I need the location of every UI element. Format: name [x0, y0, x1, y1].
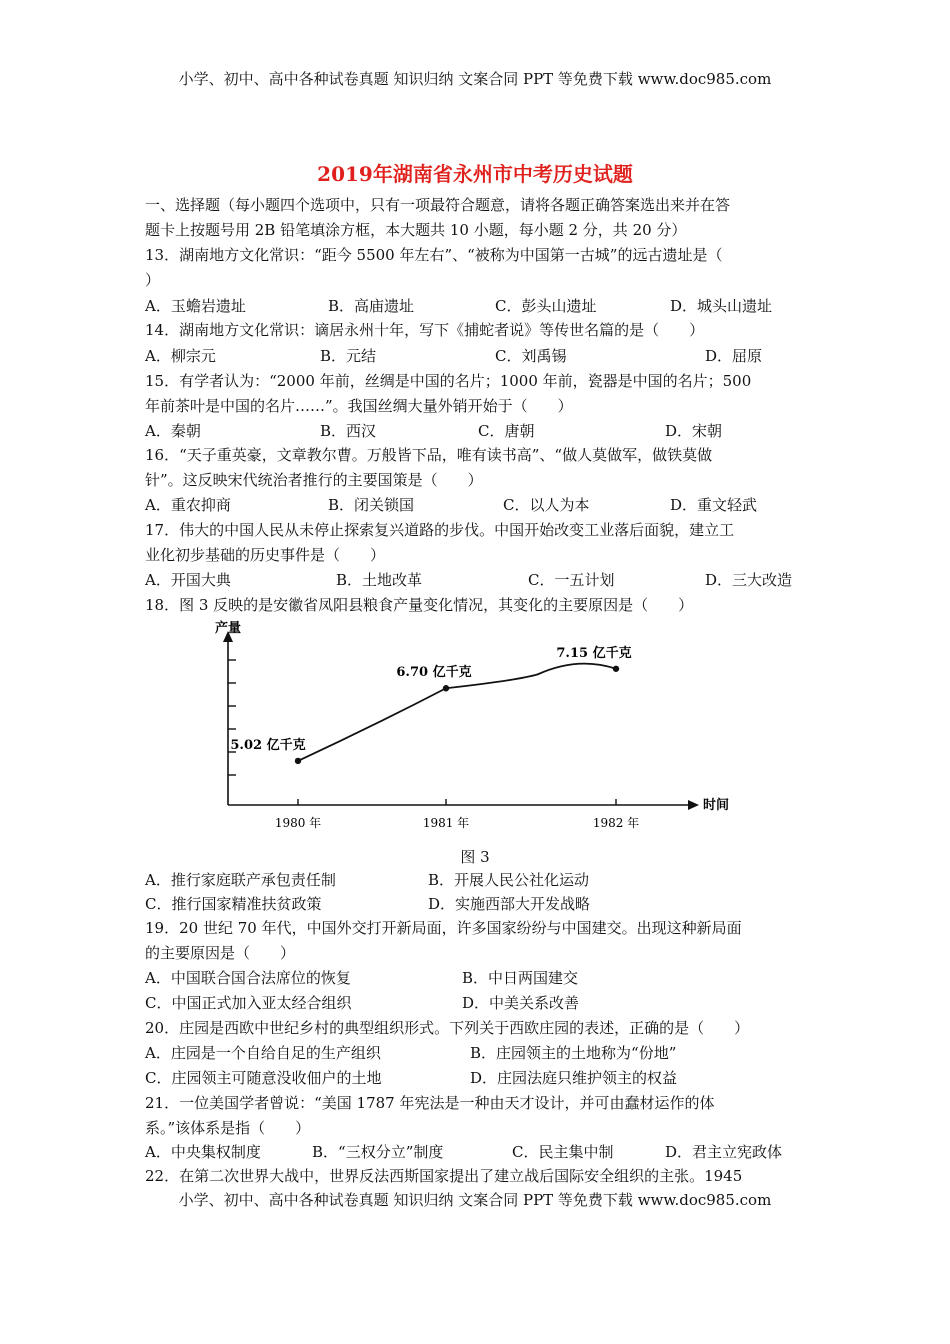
q13-stem-2: ）	[145, 271, 161, 289]
data-label: 7.15 亿千克	[556, 645, 632, 661]
q18-option-c: C．推行国家精准扶贫政策	[145, 895, 322, 913]
q15-option-d: D．宋朝	[665, 422, 723, 440]
q20-option-d: D．庄园法庭只维护领主的权益	[470, 1069, 678, 1087]
q19-option-a: A．中国联合国合法席位的恢复	[145, 969, 351, 987]
data-label: 5.02 亿千克	[230, 737, 306, 753]
q20-option-a: A．庄园是一个自给自足的生产组织	[145, 1044, 381, 1062]
q13-option-b: B．高庙遗址	[328, 297, 415, 315]
q17-stem-1: 17．伟大的中国人民从未停止探索复兴道路的步伐。中国开始改变工业落后面貌，建立工	[145, 521, 735, 539]
q14-option-c: C．刘禹锡	[495, 347, 567, 365]
q21-option-b: B．“三权分立”制度	[312, 1143, 444, 1161]
q16-option-b: B．闭关锁国	[328, 496, 415, 514]
exam-title: 2019年湖南省永州市中考历史试题	[317, 162, 633, 186]
data-point	[613, 666, 619, 672]
q15-stem-1: 15．有学者认为：“2000 年前，丝绸是中国的名片；1000 年前，瓷器是中国的名片；500	[145, 372, 752, 390]
x-axis-arrow	[688, 800, 699, 810]
q22-stem-1: 22．在第二次世界大战中，世界反法西斯国家提出了建立战后国际安全组织的主张。1945	[145, 1167, 743, 1185]
q19-option-b: B．中日两国建交	[462, 969, 579, 987]
q13-stem-1: 13．湖南地方文化常识：“距今 5500 年左右”、“被称为中国第一古城”的远古遗址是（	[145, 246, 723, 264]
q15-option-a: A．秦朝	[145, 422, 201, 440]
q14-option-b: B．元结	[320, 347, 377, 365]
q19-stem-1: 19．20 世纪 70 年代，中国外交打开新局面，许多国家纷纷与中国建交。出现这种新局面	[145, 919, 742, 937]
q16-stem-2: 针”。这反映宋代统治者推行的主要国策是（ ）	[145, 471, 483, 489]
x-tick-label: 1980 年	[274, 816, 322, 830]
data-point	[295, 758, 301, 764]
q17-option-b: B．土地改革	[336, 571, 423, 589]
q21-option-a: A．中央集权制度	[145, 1143, 261, 1161]
q19-option-d: D．中美关系改善	[462, 994, 580, 1012]
q14-option-d: D．屈原	[705, 347, 763, 365]
q17-stem-2: 业化初步基础的历史事件是（ ）	[145, 546, 386, 564]
section-intro-line-1: 一、选择题（每小题四个选项中，只有一项最符合题意，请将各题正确答案选出来并在答	[145, 196, 731, 214]
q13-option-a: A．玉蟾岩遗址	[145, 297, 246, 315]
q20-option-b: B．庄园领主的土地称为“份地”	[470, 1044, 677, 1062]
q16-stem-1: 16．“天子重英豪，文章教尔曹。万般皆下品，唯有读书高”、“做人莫做军，做铁莫做	[145, 446, 713, 464]
q19-stem-2: 的主要原因是（ ）	[145, 944, 296, 962]
q17-option-a: A．开国大典	[145, 571, 231, 589]
figure-caption: 图 3	[460, 848, 490, 866]
q14-stem-1: 14．湖南地方文化常识：谪居永州十年，写下《捕蛇者说》等传世名篇的是（ ）	[145, 321, 705, 339]
q13-option-c: C．彭头山遗址	[495, 297, 597, 315]
y-axis-label: 产量	[215, 621, 242, 636]
data-point	[443, 685, 449, 691]
q13-option-d: D．城头山遗址	[670, 297, 773, 315]
q16-option-c: C．以人为本	[503, 496, 590, 514]
q18-option-a: A．推行家庭联产承包责任制	[145, 871, 336, 889]
q16-option-a: A．重农抑商	[145, 496, 231, 514]
q18-option-d: D．实施西部大开发战略	[428, 895, 591, 913]
q15-stem-2: 年前茶叶是中国的名片……”。我国丝绸大量外销开始于（ ）	[145, 397, 573, 415]
q18-stem-1: 18．图 3 反映的是安徽省凤阳县粮食产量变化情况，其变化的主要原因是（ ）	[145, 596, 694, 614]
q14-option-a: A．柳宗元	[145, 347, 216, 365]
q20-stem-1: 20．庄园是西欧中世纪乡村的典型组织形式。下列关于西欧庄园的表述，正确的是（ ）	[145, 1019, 750, 1037]
q18-option-b: B．开展人民公社化运动	[428, 871, 590, 889]
q21-stem-2: 系。”该体系是指（ ）	[145, 1119, 311, 1137]
q21-option-d: D．君主立宪政体	[665, 1143, 783, 1161]
x-tick-label: 1982 年	[592, 816, 640, 830]
q15-option-c: C．唐朝	[478, 422, 535, 440]
x-axis-label: 时间	[703, 798, 730, 813]
page-footer: 小学、初中、高中各种试卷真题 知识归纳 文案合同 PPT 等免费下载 www.doc985.com	[178, 1191, 772, 1209]
q21-option-c: C．民主集中制	[512, 1143, 614, 1161]
data-label: 6.70 亿千克	[396, 665, 472, 681]
section-intro-line-2: 题卡上按题号用 2B 铅笔填涂方框，本大题共 10 小题，每小题 2 分，共 20 分）	[145, 221, 687, 239]
q20-option-c: C．庄园领主可随意没收佃户的土地	[145, 1069, 382, 1087]
q15-option-b: B．西汉	[320, 422, 377, 440]
q21-stem-1: 21．一位美国学者曾说：“美国 1787 年宪法是一种由天才设计，并可由蠢材运作的体	[145, 1094, 715, 1112]
q19-option-c: C．中国正式加入亚太经合组织	[145, 994, 352, 1012]
x-tick-label: 1981 年	[422, 816, 470, 830]
grain-output-chart	[0, 615, 950, 845]
q17-option-c: C．一五计划	[528, 571, 615, 589]
q16-option-d: D．重文轻武	[670, 496, 758, 514]
q17-option-d: D．三大改造	[705, 571, 793, 589]
page-header: 小学、初中、高中各种试卷真题 知识归纳 文案合同 PPT 等免费下载 www.doc985.com	[178, 70, 772, 88]
